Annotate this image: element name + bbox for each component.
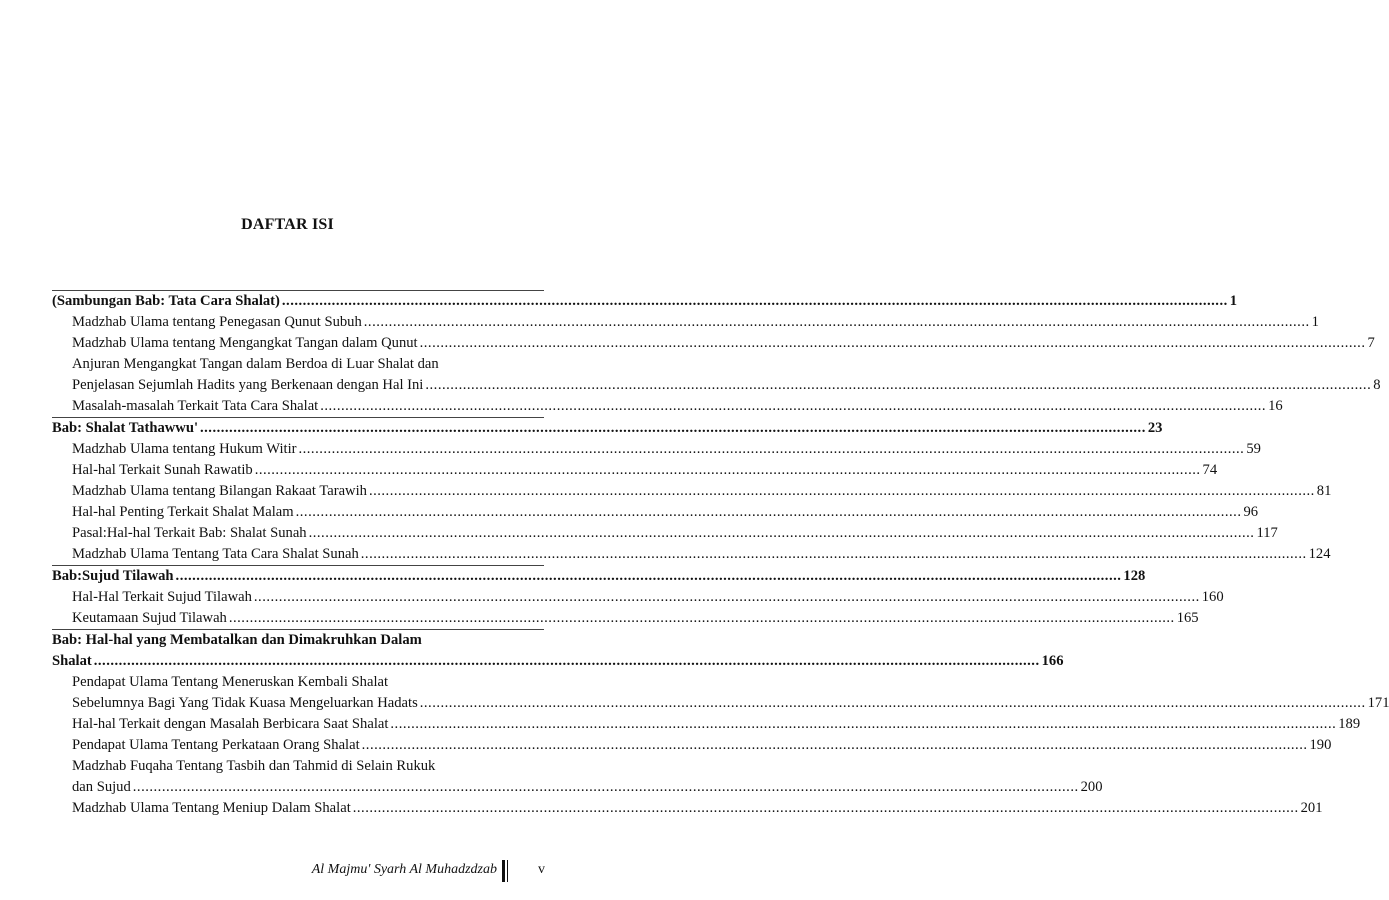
toc-page-number: 117 xyxy=(1256,525,1278,541)
toc-entry-row xyxy=(52,460,1218,481)
dot-leader xyxy=(94,651,1040,672)
toc-entry-title: Madzhab Ulama Tentang Meniup Dalam Shalat xyxy=(72,800,351,816)
toc-entry-row xyxy=(52,481,1332,502)
toc-entry-row xyxy=(52,375,1381,396)
dot-leader xyxy=(361,544,1307,565)
toc-entry-title: Hal-hal Penting Terkait Shalat Malam xyxy=(72,504,294,520)
dot-leader xyxy=(133,777,1079,798)
dot-leader xyxy=(353,798,1299,819)
dot-leader xyxy=(425,375,1371,396)
toc-entry-row xyxy=(52,608,1199,629)
page-number: v xyxy=(538,862,545,877)
dot-leader xyxy=(309,523,1255,544)
toc-entry-row xyxy=(52,735,1332,756)
toc-entry-title: Madzhab Fuqaha Tentang Tasbih dan Tahmid di Selain Rukuk xyxy=(72,758,436,774)
toc-entry-row xyxy=(52,439,1261,460)
toc-page-number: 1 xyxy=(1229,293,1238,309)
dot-leader xyxy=(390,714,1336,735)
dot-leader xyxy=(229,608,1175,629)
toc-entry-row xyxy=(52,693,1389,714)
toc-chapter-row xyxy=(52,651,1064,672)
page-title: DAFTAR ISI xyxy=(241,216,334,233)
toc-entry-title: dan Sujud xyxy=(72,779,131,795)
toc-page-number: 201 xyxy=(1300,800,1323,816)
toc-page-number: 189 xyxy=(1338,716,1361,732)
toc-entry-title: Madzhab Ulama Tentang Tata Cara Shalat Sunah xyxy=(72,546,359,562)
toc-entry-title: (Sambungan Bab: Tata Cara Shalat) xyxy=(52,293,280,309)
page-footer xyxy=(0,860,575,884)
dot-leader xyxy=(364,312,1310,333)
toc-entry-row xyxy=(52,714,1361,735)
toc-entry-title: Anjuran Mengangkat Tangan dalam Berdoa di Luar Shalat dan xyxy=(72,356,439,372)
toc-entry-title: Madzhab Ulama tentang Bilangan Rakaat Tarawih xyxy=(72,483,367,499)
toc-entry-row xyxy=(52,544,1331,565)
toc-entry-title: Shalat xyxy=(52,653,92,669)
toc-page-number: 96 xyxy=(1243,504,1259,520)
toc-entry-title: Penjelasan Sejumlah Hadits yang Berkenaan dengan Hal Ini xyxy=(72,377,424,393)
toc-page-number: 190 xyxy=(1309,737,1332,753)
dot-leader xyxy=(298,439,1244,460)
toc-chapter-row xyxy=(52,418,1163,439)
toc-entry-row xyxy=(52,333,1375,354)
toc-page-number: 16 xyxy=(1268,398,1283,414)
dot-leader xyxy=(420,333,1366,354)
toc-page-number: 74 xyxy=(1202,462,1218,478)
toc-entry-row xyxy=(52,312,1319,333)
dot-leader xyxy=(255,460,1201,481)
toc-page-number: 81 xyxy=(1316,483,1332,499)
toc-entry-title: Bab:Sujud Tilawah xyxy=(52,568,174,584)
dot-leader xyxy=(282,291,1228,312)
toc-page-number: 166 xyxy=(1041,653,1064,669)
footer-rule-thin xyxy=(507,860,508,882)
dot-leader xyxy=(369,481,1315,502)
dot-leader xyxy=(296,502,1242,523)
toc-entry-title: Madzhab Ulama tentang Penegasan Qunut Subuh xyxy=(72,314,362,330)
toc-page-number: 1 xyxy=(1311,314,1319,330)
toc-entry-title: Pasal:Hal-hal Terkait Bab: Shalat Sunah xyxy=(72,525,307,541)
toc-entry-row xyxy=(52,396,1283,417)
toc-entry-title: Hal-hal Terkait Sunah Rawatib xyxy=(72,462,253,478)
toc-page-number: 23 xyxy=(1147,420,1163,436)
dot-leader xyxy=(420,693,1366,714)
toc-page-number: 128 xyxy=(1123,568,1146,584)
toc-page-number: 8 xyxy=(1373,377,1381,393)
footer-rule-thick xyxy=(502,860,505,882)
toc-entry-row xyxy=(52,354,544,375)
toc-page-number: 59 xyxy=(1246,441,1261,457)
toc-entry-title: Bab: Shalat Tathawwu' xyxy=(52,420,198,436)
toc-page-number: 200 xyxy=(1080,779,1103,795)
dot-leader xyxy=(200,418,1146,439)
toc-chapter-row xyxy=(52,566,1146,587)
running-title: Al Majmu' Syarh Al Muhadzdzab xyxy=(311,862,497,877)
toc-entry-row xyxy=(52,523,1278,544)
toc-page-number: 160 xyxy=(1201,589,1224,605)
toc-entry-row xyxy=(52,587,1224,608)
toc-page-number: 171 xyxy=(1367,695,1389,711)
dot-leader xyxy=(320,396,1266,417)
toc-chapter-row xyxy=(52,630,544,651)
toc-entry-row xyxy=(52,502,1259,523)
dot-leader xyxy=(254,587,1200,608)
toc-page-number: 124 xyxy=(1308,546,1331,562)
toc-entry-title: Pendapat Ulama Tentang Meneruskan Kembali Shalat xyxy=(72,674,389,690)
toc-entry-title: Pendapat Ulama Tentang Perkataan Orang Shalat xyxy=(72,737,360,753)
toc-page-number: 7 xyxy=(1367,335,1375,351)
toc-entry-title: Madzhab Ulama tentang Hukum Witir xyxy=(72,441,297,457)
toc-entry-title: Hal-Hal Terkait Sujud Tilawah xyxy=(72,589,252,605)
toc-entry-title: Sebelumnya Bagi Yang Tidak Kuasa Mengeluarkan Hadats xyxy=(72,695,418,711)
toc-entry-title: Madzhab Ulama tentang Mengangkat Tangan dalam Qunut xyxy=(72,335,418,351)
toc-entry-row xyxy=(52,777,1103,798)
dot-leader xyxy=(362,735,1308,756)
toc-entry-row xyxy=(52,672,544,693)
toc-entry-row xyxy=(52,798,1323,819)
table-of-contents xyxy=(52,290,1389,819)
toc-entry-title: Hal-hal Terkait dengan Masalah Berbicara Saat Shalat xyxy=(72,716,389,732)
toc-chapter-row xyxy=(52,291,1238,312)
toc-entry-row xyxy=(52,756,544,777)
toc-page-number: 165 xyxy=(1176,610,1199,626)
dot-leader xyxy=(176,566,1122,587)
toc-entry-title: Keutamaan Sujud Tilawah xyxy=(72,610,227,626)
toc-entry-title: Bab: Hal-hal yang Membatalkan dan Dimakruhkan Dalam xyxy=(52,632,422,648)
toc-entry-title: Masalah-masalah Terkait Tata Cara Shalat xyxy=(72,398,319,414)
